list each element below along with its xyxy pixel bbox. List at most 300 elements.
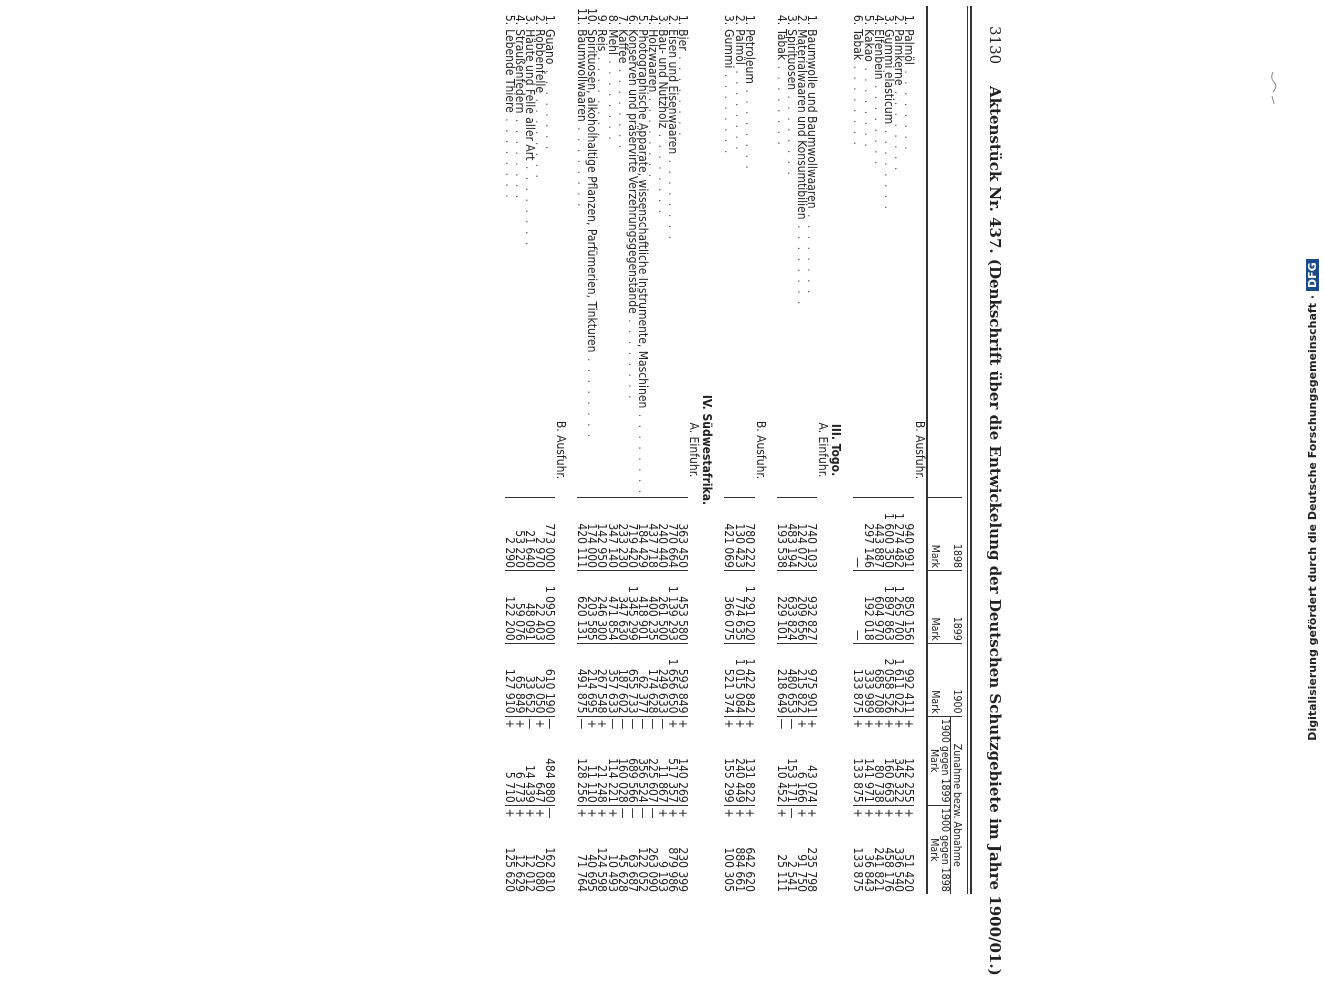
row-label: Häute und Felle aller Art . . . . . . . . (522, 29, 537, 248)
value-1898: 1 274 482 (894, 498, 904, 571)
change-1898: 162 810 (543, 847, 558, 892)
change-1898: 879 986 (666, 847, 681, 892)
subsection-heading: B. Ausfuhr. (913, 420, 927, 480)
change-1899: 133 875 (851, 758, 866, 803)
change-1898: 133 875 (851, 847, 866, 892)
leader-dots: . . . . . . . . (635, 408, 650, 496)
section-heading: III. Togo. (829, 423, 844, 477)
dfg-logo: DFG (1306, 259, 1319, 291)
change-1898: 20 080 (533, 854, 547, 892)
value-1898: 297 146 (863, 498, 873, 571)
section-heading: IV. Südwestafrika. (700, 394, 715, 506)
value-1899: 203 585 (587, 570, 597, 643)
sign-1899: + (735, 716, 745, 731)
row-label: Baumwolle und Baumwollwaaren . . . . . . . . (805, 29, 820, 296)
sign-1899: + (853, 716, 863, 731)
value-1898: 443 887 (874, 498, 884, 571)
sign-1898: + (807, 805, 817, 820)
sign-1899: + (807, 716, 817, 731)
value-1900: 2 058 526 (884, 643, 894, 716)
change-1898: 36 843 (861, 854, 876, 892)
leader-dots: . . . . . . . . (901, 64, 916, 152)
row-label: Palmöl . . . . . . . . (732, 29, 747, 152)
value-1900: 215 822 (797, 643, 807, 716)
leader-dots: . . . . . . . . (585, 352, 600, 440)
value-1898: 347 140 (607, 498, 617, 571)
value-1899: 850 156 (904, 570, 914, 643)
change-1898: 51 420 (901, 854, 916, 892)
change-1898: 884 661 (732, 847, 747, 892)
row-number: 1. (676, 14, 691, 26)
row-label: Photographische Apparate, wissenschaftliche Instrumente, Maschinen . . . . . . . . (635, 29, 650, 496)
leader-dots: . . . . . . . . (732, 64, 747, 152)
change-1899: 689 566 (625, 758, 640, 803)
value-1898: 184 429 (638, 498, 648, 571)
row-number: 3. (656, 14, 671, 26)
sign-1898: + (853, 805, 863, 820)
value-1899: 620 131 (577, 570, 587, 643)
value-1899: 59 076 (515, 570, 525, 643)
leader-dots: . . . . . . . . (722, 68, 737, 156)
sign-1898: + (505, 805, 515, 820)
row-number: 4. (774, 14, 789, 26)
row-label: Straußenfedern . . . . . . . . (512, 29, 527, 201)
sign-1898: + (678, 805, 688, 820)
value-1900: 357 633 (607, 643, 617, 716)
col-header-1898: 1898 Mark (927, 498, 962, 571)
sign-1898: + (525, 805, 535, 820)
value-1898: 780 222 (745, 498, 755, 571)
sign-1899: + (678, 716, 688, 731)
sign-1899: + (884, 716, 894, 731)
page-number: 3130 (986, 26, 1004, 65)
change-1898: 40 695 (585, 854, 600, 892)
value-1898: 940 991 (904, 498, 914, 571)
change-1898: 458 176 (881, 847, 896, 892)
row-number: 4. (645, 14, 660, 26)
value-1899: 774 635 (735, 570, 745, 643)
sign-1899: + (724, 716, 734, 731)
change-1899: 128 256 (575, 758, 590, 803)
row-label: Kaffee . . . . . . . . (615, 29, 630, 151)
handwritten-mark (1268, 70, 1278, 110)
leader-dots: . . . . . . . . (656, 128, 671, 216)
row-number: 2. (891, 14, 906, 26)
value-1900: 1 611 022 (894, 643, 904, 716)
leader-dots: . . . . . . . . (784, 90, 799, 177)
change-1898: 336 540 (891, 847, 906, 892)
row-label: Baumwollwaaren . . . . . . . . (575, 29, 590, 209)
sign-1899: — (525, 716, 535, 731)
change-1898: 25 111 (774, 854, 789, 892)
value-1898: 421 069 (724, 498, 734, 571)
row-label: Palmkerne . . . . . . . . (891, 29, 906, 173)
value-1899: 246 300 (597, 570, 607, 643)
value-1898: 124 072 (797, 498, 807, 571)
row-number: 2. (732, 14, 747, 26)
section-heading-row (829, 6, 843, 894)
row-number: 10. (585, 8, 600, 26)
row-number: 2. (795, 14, 810, 26)
row-number: 1. (543, 14, 558, 26)
change-1898: 12 629 (512, 854, 527, 892)
value-1898: — (853, 498, 863, 571)
change-1899: 11 867 (656, 765, 671, 803)
change-1899: 517 357 (666, 758, 681, 803)
change-1899: 80 738 (871, 765, 886, 803)
trade-table (495, 6, 962, 894)
value-1899: 1 897 863 (884, 570, 894, 643)
value-1898: 719 420 (628, 498, 638, 571)
row-number: 5. (861, 14, 876, 26)
change-1898: 122 052 (635, 847, 650, 892)
value-1900: 593 849 (678, 643, 688, 716)
change-1899: 647 (533, 782, 547, 803)
sign-1899: — (787, 716, 797, 731)
col-header-change: Zunahme bezw. Abnahme (951, 716, 963, 894)
value-1900: 610 190 (545, 643, 555, 716)
value-1899: 48 091 (525, 570, 535, 643)
change-1899: 6 166 (795, 771, 810, 803)
sign-1899: — (777, 716, 787, 731)
dfg-sidebar: Digitalisierung gefördert durch die Deutsche Forschungsgemeinschaft ·DFG (1306, 10, 1324, 990)
leader-dots: . . . . . . . . (645, 92, 660, 180)
value-1899: 1 345 299 (628, 570, 638, 643)
change-1899: 225 607 (645, 758, 660, 803)
sign-1898: + (515, 805, 525, 820)
value-1899: 22 403 (535, 570, 545, 643)
leader-dots: . . . . . . . . (795, 219, 810, 307)
leader-dots: . . . . . . . . (512, 113, 527, 201)
change-1898: 241 821 (871, 847, 886, 892)
col-header-change-1899: 1900 gegen 1899 Mark (927, 716, 951, 805)
sign-1899: + (904, 716, 914, 731)
row-label: Materialwaaren und Konsumtibilien . . . . . . . . (795, 29, 810, 307)
row-label: Tabak . . . . . . . . (851, 29, 866, 147)
leader-dots: . . . . . . . . (676, 50, 691, 138)
leader-dots: . . . . . . . . (774, 60, 789, 147)
change-1898: 10 493 (605, 854, 620, 892)
change-1899: 131 822 (742, 758, 757, 803)
row-label: Bau- und Nutzholz . . . . . . . . (656, 29, 671, 216)
value-1900: 1 015 084 (735, 643, 745, 716)
row-number: 7. (615, 14, 630, 26)
row-label: Spirituosen . . . . . . . . (784, 29, 799, 177)
value-1900: 491 875 (577, 643, 587, 716)
change-1898: 124 598 (595, 847, 610, 892)
sign-1898: + (607, 805, 617, 820)
sign-1899: + (535, 716, 545, 731)
sign-1899: + (587, 716, 597, 731)
leader-dots: . . . . . . . . (805, 208, 820, 296)
value-1899: 1 139 293 (668, 570, 678, 643)
value-1899: 1 291 020 (745, 570, 755, 643)
table-row (607, 6, 617, 894)
sign-1898: + (658, 805, 668, 820)
sign-1899: + (745, 716, 755, 731)
row-number: 3. (784, 14, 799, 26)
sign-1898: + (884, 805, 894, 820)
sign-1899: — (658, 716, 668, 731)
value-1900: 218 649 (777, 643, 787, 716)
value-1898: 1 600 350 (884, 498, 894, 571)
table-row (505, 6, 515, 894)
sign-1899: + (863, 716, 873, 731)
value-1898: 483 194 (787, 498, 797, 571)
row-number: 5. (635, 14, 650, 26)
row-label: Bier . . . . . . . . (676, 29, 691, 138)
row-label: Mehl . . . . . . . . (605, 29, 620, 142)
value-1898: 240 440 (658, 498, 668, 571)
row-number: 2. (666, 14, 681, 26)
change-1899: 5 710 (502, 771, 517, 803)
value-1899: 453 580 (678, 570, 688, 643)
change-1899: 356 524 (635, 758, 650, 803)
table-row (724, 6, 734, 894)
leader-dots: . . . . . . . . (851, 60, 866, 147)
value-1900: 975 901 (807, 643, 817, 716)
value-1899: 209 656 (797, 570, 807, 643)
row-label: Guano . . . . . . . . (543, 29, 558, 152)
row-number: 4. (512, 14, 527, 26)
change-1898: 100 305 (722, 847, 737, 892)
value-1898: 2 290 (505, 498, 515, 571)
row-number: 2. (533, 14, 547, 26)
value-1900: 62 377 (638, 643, 648, 716)
value-1900: 127 910 (505, 643, 515, 716)
sign-1899: + (668, 716, 678, 731)
value-1899: 229 101 (777, 570, 787, 643)
leader-dots: . . . . . . . . (615, 63, 630, 151)
value-1900: 267 548 (597, 643, 607, 716)
subsection-heading: B. Ausfuhr. (554, 420, 569, 480)
value-1898: 53 220 (515, 498, 525, 571)
row-label: Robbenfelle . . . . . . . . (533, 29, 547, 180)
table-row (853, 6, 863, 894)
row-label: Konserven und präservirte Verzehrungsgegenstände . . . . . . . . (625, 29, 640, 401)
change-1899: 484 880 (543, 758, 558, 803)
value-1898: 420 111 (577, 498, 587, 571)
row-label: Petroleum . . . . . . . . (742, 29, 757, 171)
value-1900: 992 411 (904, 643, 914, 716)
value-1899: 347 630 (618, 570, 628, 643)
change-1898: 12 012 (522, 854, 537, 892)
change-1899: 345 322 (891, 758, 906, 803)
col-header-change-1898: 1900 gegen 1898 Mark (927, 805, 951, 894)
row-label: Spirituosen, alkoholhaltige Pflanzen, Parfümerien, Tinkturen . . . . . . . . (585, 29, 600, 440)
value-1900: 1 422 842 (745, 643, 755, 716)
value-1899: 261 500 (658, 570, 668, 643)
value-1899: 633 824 (787, 570, 797, 643)
leader-dots: . . . . . . . . (533, 93, 547, 180)
row-number: 1. (742, 14, 757, 26)
sign-1898: + (904, 805, 914, 820)
row-label: Tabak . . . . . . . . (774, 29, 789, 147)
change-1899: 155 299 (722, 758, 737, 803)
leader-dots: . . . . . . . . (605, 54, 620, 142)
value-1898: 193 538 (777, 498, 787, 571)
change-1898: 63 687 (625, 854, 640, 892)
leader-dots: . . . . . . . . (871, 79, 886, 167)
change-1899: 140 269 (676, 758, 691, 803)
change-1898: 71 764 (575, 854, 590, 892)
sign-1899: — (638, 716, 648, 731)
value-1899: 471 854 (607, 570, 617, 643)
row-number: 8. (605, 14, 620, 26)
value-1898: 363 450 (678, 498, 688, 571)
value-1900: 174 628 (648, 643, 658, 716)
page-title: Aktenstück Nr. 437. (Denkschrift über die Entwickelung der Deutschen Schutzgebiete im Jahre 1900/01.) (986, 86, 1004, 976)
rotated-table-page (18, 6, 1012, 976)
page-header (972, 6, 1012, 976)
leader-dots: . . . . . . . . (881, 124, 896, 212)
sign-1899: — (648, 716, 658, 731)
leader-dots: . . . . . . . . (666, 154, 681, 242)
sign-1898: + (587, 805, 597, 820)
value-1899: 122 200 (505, 570, 515, 643)
leader-dots: . . . . . . . . (625, 313, 640, 401)
change-1898: 91 750 (795, 854, 810, 892)
row-number: 6. (851, 14, 866, 26)
dfg-credit-text: Digitalisierung gefördert durch die Deutsche Forschungsgemeinschaft (1306, 303, 1319, 741)
value-1899: 932 827 (807, 570, 817, 643)
sign-1898: — (638, 805, 648, 820)
sign-1899: + (797, 716, 807, 731)
change-1898: 45 628 (615, 854, 630, 892)
value-1900: 187 602 (618, 643, 628, 716)
leader-dots: . . . . . . . . (522, 160, 537, 248)
sign-1899: — (618, 716, 628, 731)
sign-1898: + (874, 805, 884, 820)
value-1899: — (853, 570, 863, 643)
sign-1899: + (894, 716, 904, 731)
change-1899: 160 663 (881, 758, 896, 803)
sign-1898: + (745, 805, 755, 820)
change-1898: 642 620 (742, 847, 757, 892)
row-label: Eisen und Eisenwaaren . . . . . . . . (666, 29, 681, 242)
leader-dots: . . . . . . . . (575, 121, 590, 209)
row-label: Elfenbein . . . . . . . . (871, 29, 886, 167)
subsection-heading: B. Ausfuhr. (753, 420, 768, 480)
header-rule-thin (967, 6, 968, 894)
sign-1898: + (863, 805, 873, 820)
sign-1899: + (505, 716, 515, 731)
row-number: 9. (595, 14, 610, 26)
row-label: Reis . . . . . . . . (595, 29, 610, 139)
row-label: Kakao . . . . . . . . (861, 29, 876, 149)
value-1900: 214 695 (587, 643, 597, 716)
sign-1899: + (597, 716, 607, 731)
change-1899: 142 255 (901, 758, 916, 803)
sign-1898: — (545, 805, 555, 820)
table-body (495, 6, 927, 894)
sign-1898: + (577, 805, 587, 820)
value-1898: 142 950 (597, 498, 607, 571)
sign-1899: — (545, 716, 555, 731)
value-1900: 521 374 (724, 643, 734, 716)
value-1898: 770 664 (668, 498, 678, 571)
change-1898: 230 399 (676, 847, 691, 892)
sign-1899: — (577, 716, 587, 731)
change-1899: 10 452 (774, 765, 789, 803)
value-1898: 233 230 (618, 498, 628, 571)
value-1900: 65 849 (515, 643, 525, 716)
value-1898: 437 718 (648, 498, 658, 571)
value-1900: 1 656 650 (668, 643, 678, 716)
value-1900: 685 708 (874, 643, 884, 716)
row-number: 1. (805, 14, 820, 26)
row-number: 4. (871, 14, 886, 26)
sign-1899: + (515, 716, 525, 731)
value-1899: 192 018 (863, 570, 873, 643)
header-rule (970, 6, 972, 894)
leader-dots: . . . . . . . . (595, 51, 610, 139)
change-1899: 160 028 (615, 758, 630, 803)
value-1898: 773 000 (545, 498, 555, 571)
leader-dots: . . . . . . . . (861, 61, 876, 149)
value-1900: 480 653 (787, 643, 797, 716)
row-number: 3. (881, 14, 896, 26)
value-1900: 249 633 (658, 643, 668, 716)
change-1898: 9 193 (656, 861, 671, 892)
row-label: Gummi elasticum . . . . . . . . (881, 29, 896, 212)
sign-1898: + (668, 805, 678, 820)
value-1899: 418 901 (638, 570, 648, 643)
col-header-1899: 1899 Mark (927, 570, 962, 643)
subsection-heading: A. Einfuhr. (687, 422, 702, 478)
value-1900: 655 733 (628, 643, 638, 716)
change-1899: 6 773 (512, 771, 527, 803)
value-1898: 21 640 (525, 498, 535, 571)
col-header-1900: 1900 Mark (927, 643, 962, 716)
sign-1899: — (607, 716, 617, 731)
subsection-heading: A. Einfuhr. (816, 422, 831, 478)
sign-1898: — (648, 805, 658, 820)
value-1898: 174 000 (587, 498, 597, 571)
row-label: Holzwaaren . . . . . . . . (645, 29, 660, 180)
value-1900: 133 875 (853, 643, 863, 716)
sign-1898: + (597, 805, 607, 820)
leader-dots: . . . . . . . . (891, 85, 906, 173)
row-number: 3. (522, 14, 537, 26)
value-1898: 740 103 (807, 498, 817, 571)
change-1899: 21 248 (595, 765, 610, 803)
change-1899: 11 110 (585, 765, 600, 803)
row-number: 1. (901, 14, 916, 26)
sign-1898: + (535, 805, 545, 820)
row-label: Lebende Thiere . . . . . . . . (502, 29, 517, 200)
section-heading-row (700, 6, 714, 894)
change-1898: 2 541 (784, 861, 799, 892)
sign-1898: — (787, 805, 797, 820)
leader-dots: . . . . . . . . (502, 112, 517, 200)
value-1899: 400 235 (648, 570, 658, 643)
sign-1899: + (874, 716, 884, 731)
sign-1898: — (628, 805, 638, 820)
value-1900: 333 989 (863, 643, 873, 716)
row-number: 5. (502, 14, 517, 26)
change-1898: 125 620 (502, 847, 517, 892)
row-label: Palmöl . . . . . . . . (901, 29, 916, 152)
value-1899: 366 075 (724, 570, 734, 643)
change-1899: 240 449 (732, 758, 747, 803)
row-number: 6. (625, 14, 640, 26)
table-row (577, 6, 587, 894)
change-1899: 14 439 (522, 765, 537, 803)
sign-1898: + (797, 805, 807, 820)
value-1900: 23 050 (535, 643, 545, 716)
sign-1898: + (735, 805, 745, 820)
